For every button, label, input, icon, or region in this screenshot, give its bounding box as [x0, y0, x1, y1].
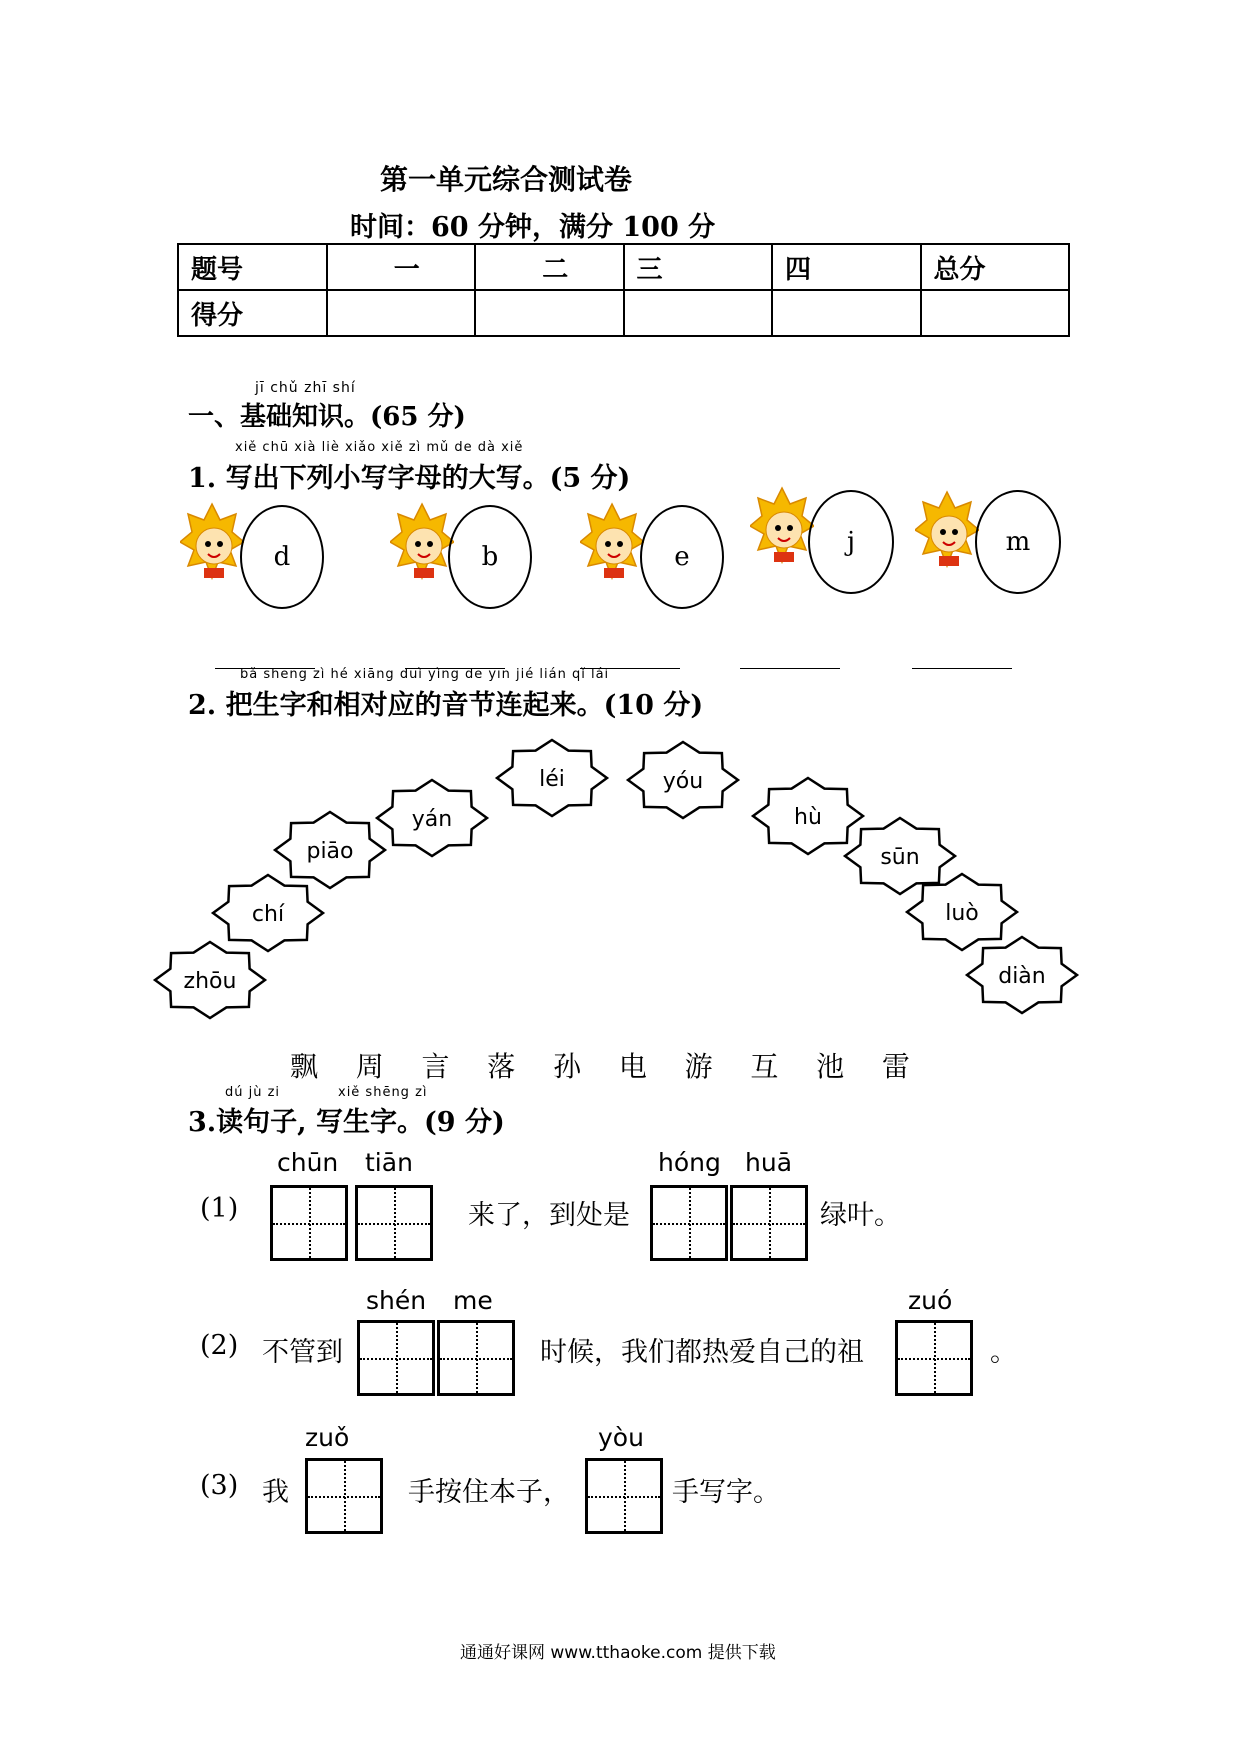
footer-source: 通通好课网 www.tthaoke.com 提供下载 [460, 1643, 776, 1663]
table-cell: 四 [772, 244, 921, 290]
syllable-stars [0, 730, 1240, 1030]
q3-pinyin-a: dú jù zi [225, 1085, 281, 1100]
lowercase-letter: m [1005, 527, 1031, 557]
write-box[interactable] [730, 1185, 808, 1261]
s3-mid: 手按住本子， [408, 1477, 570, 1508]
table-cell[interactable] [327, 290, 476, 336]
s3-end: 手写字。 [672, 1477, 780, 1508]
s3-py2: yòu [598, 1423, 644, 1452]
letter-circle [808, 490, 894, 594]
score-table [177, 243, 1070, 337]
hanzi-char[interactable]: 电 [618, 1050, 647, 1083]
answer-blank[interactable] [740, 666, 840, 669]
s2-start: 不管到 [262, 1337, 343, 1368]
s1-py3: hóng [658, 1148, 721, 1177]
q1-pinyin: xiě chū xià liè xiǎo xiě zì mǔ de dà xiě [235, 440, 524, 455]
write-box[interactable] [650, 1185, 728, 1261]
table-cell: 总分 [921, 244, 1070, 290]
letter-circle [448, 505, 532, 609]
syllable-star[interactable] [753, 778, 863, 854]
table-cell[interactable] [624, 290, 773, 336]
hanzi-char[interactable]: 落 [487, 1050, 516, 1083]
syllable-label: léi [539, 767, 565, 792]
q1-text: 1. 写出下列小写字母的大写。(5 分) [188, 463, 631, 494]
lowercase-letter: j [846, 527, 856, 557]
q3-pinyin-b: xiě shēng zì [338, 1085, 428, 1100]
s1-num: (1) [200, 1193, 239, 1224]
syllable-star[interactable] [497, 740, 607, 816]
table-cell: 得分 [178, 290, 327, 336]
q2-text: 2. 把生字和相对应的音节连起来。(10 分) [188, 690, 704, 721]
table-cell[interactable] [921, 290, 1070, 336]
table-cell: 一 [327, 244, 476, 290]
hanzi-char[interactable]: 互 [750, 1050, 779, 1083]
write-box[interactable] [305, 1458, 383, 1534]
sun-mascot-icon [580, 502, 644, 596]
s1-py2: tiān [365, 1148, 413, 1177]
s2-py3: zuó [908, 1286, 953, 1315]
write-box[interactable] [437, 1320, 515, 1396]
syllable-label: yán [411, 807, 453, 832]
table-cell: 二 [475, 244, 624, 290]
lowercase-letter: b [481, 542, 499, 572]
answer-blank[interactable] [912, 666, 1012, 669]
page-subtitle: 时间：60 分钟，满分 100 分 [350, 212, 716, 243]
s2-end: 。 [990, 1337, 1017, 1368]
write-box[interactable] [270, 1185, 348, 1261]
syllable-label: yóu [662, 769, 704, 794]
syllable-star[interactable] [377, 780, 487, 856]
table-cell: 题号 [178, 244, 327, 290]
q2-pinyin: bǎ shēng zì hé xiāng duì yìng de yīn jié lián qǐ lái [240, 667, 610, 682]
lowercase-letter: d [273, 542, 291, 572]
lowercase-letter: e [674, 542, 690, 572]
s2-mid: 时候，我们都热爱自己的祖 [540, 1337, 864, 1368]
page-title: 第一单元综合测试卷 [380, 163, 633, 196]
q3-text-a: 3.读句子, [188, 1107, 307, 1138]
write-box[interactable] [585, 1458, 663, 1534]
syllable-star[interactable] [213, 875, 323, 951]
section1-heading: 一、基础知识。(65 分) [188, 402, 466, 432]
syllable-star[interactable] [275, 812, 385, 888]
table-cell[interactable] [772, 290, 921, 336]
sun-mascot-icon [750, 486, 814, 580]
letter-circle [240, 505, 324, 609]
write-box[interactable] [895, 1320, 973, 1396]
letter-circle [975, 490, 1061, 594]
s2-py1: shén [366, 1286, 427, 1315]
table-cell[interactable] [475, 290, 624, 336]
hanzi-char[interactable]: 池 [816, 1050, 845, 1083]
hanzi-char[interactable]: 飘 [290, 1050, 319, 1083]
hanzi-char[interactable]: 雷 [881, 1050, 910, 1083]
hanzi-char[interactable]: 言 [421, 1050, 450, 1083]
s1-mid: 来了，到处是 [468, 1200, 630, 1231]
sun-mascot-icon [390, 502, 454, 596]
syllable-label: piāo [306, 839, 354, 864]
syllable-label: diàn [998, 964, 1046, 989]
syllable-star[interactable] [628, 742, 738, 818]
syllable-star[interactable] [967, 937, 1077, 1013]
s1-end: 绿叶。 [820, 1200, 901, 1231]
table-cell: 三 [624, 244, 773, 290]
write-box[interactable] [355, 1185, 433, 1261]
syllable-label: sūn [880, 845, 920, 870]
q3-text [188, 1100, 505, 1139]
syllable-star[interactable] [907, 874, 1017, 950]
s1-py1: chūn [277, 1148, 339, 1177]
hanzi-char[interactable]: 孙 [553, 1050, 582, 1083]
s3-start: 我 [262, 1477, 289, 1508]
s2-num: (2) [200, 1330, 239, 1361]
s2-py2: me [453, 1286, 493, 1315]
syllable-label: chí [251, 902, 285, 927]
syllable-label: hù [794, 805, 822, 830]
letter-circle [640, 505, 724, 609]
write-box[interactable] [357, 1320, 435, 1396]
hanzi-char[interactable]: 游 [684, 1050, 713, 1083]
sun-mascot-icon [915, 490, 979, 584]
sun-mascot-icon [180, 502, 244, 596]
char-list [290, 1045, 910, 1085]
s1-py4: huā [745, 1148, 793, 1177]
syllable-label: luò [945, 901, 979, 926]
hanzi-char[interactable]: 周 [355, 1050, 384, 1083]
table-row [178, 244, 1069, 290]
s3-num: (3) [200, 1470, 239, 1501]
s3-py1: zuǒ [305, 1423, 350, 1452]
syllable-label: zhōu [183, 969, 237, 994]
syllable-star[interactable] [155, 942, 265, 1018]
section1-pinyin: jī chǔ zhī shí [255, 380, 356, 396]
q3-text-b: 写生字。(9 分) [316, 1107, 505, 1138]
syllable-star[interactable] [845, 818, 955, 894]
table-row [178, 290, 1069, 336]
